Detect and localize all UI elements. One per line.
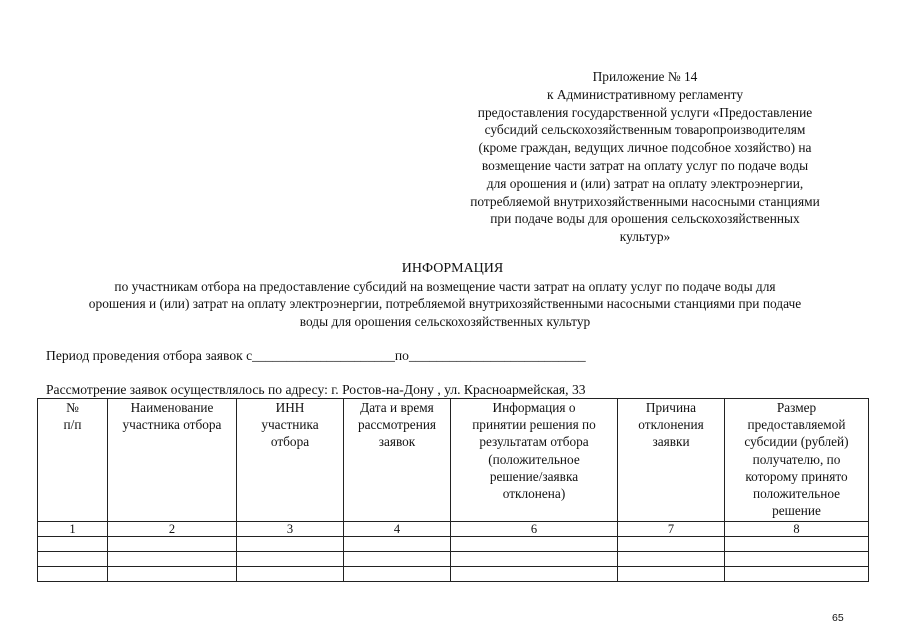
table-cell (618, 567, 725, 582)
appendix-line: (кроме граждан, ведущих личное подсобное хозяйство) на (478, 140, 812, 156)
appendix-line: Приложение № 14 (592, 69, 698, 84)
table-cell (451, 567, 618, 582)
column-number: 3 (237, 522, 344, 537)
table-cell (725, 552, 869, 567)
table-cell (38, 537, 108, 552)
appendix-line: при подаче воды для орошения сельскохозяйственных (490, 211, 800, 227)
column-number: 6 (451, 522, 618, 537)
subtitle-line: воды для орошения сельскохозяйственных культур (299, 313, 591, 329)
appendix-line: субсидий сельскохозяйственным товаропроизводителям (484, 122, 806, 138)
table-cell (451, 552, 618, 567)
table-cell (38, 552, 108, 567)
table-cell (725, 537, 869, 552)
header-review-date: Дата и время рассмотрения заявок (344, 399, 451, 522)
selection-period-line: Период проведения отбора заявок с_____________________по__________________________ (46, 348, 586, 363)
table-row (38, 567, 869, 582)
page-number: 65 (832, 612, 844, 624)
table-cell (108, 537, 237, 552)
review-address-line: Рассмотрение заявок осуществлялось по адресу: г. Ростов-на-Дону , ул. Красноармейская, 33 (46, 382, 586, 397)
appendix-line: культур» (619, 229, 671, 245)
table-cell (344, 537, 451, 552)
table-cell (725, 567, 869, 582)
appendix-line: к Административному регламенту (546, 86, 744, 102)
table-cell (451, 537, 618, 552)
column-number: 7 (618, 522, 725, 537)
header-decision-info: Информация о принятии решения по результатам отбора (положительное решение/заявка отклонена) (451, 399, 618, 522)
table-cell (237, 537, 344, 552)
document-subtitle (20, 278, 870, 330)
table-cell (108, 552, 237, 567)
column-number: 4 (344, 522, 451, 537)
document-title: ИНФОРМАЦИЯ (401, 261, 504, 276)
table-cell (237, 567, 344, 582)
table-header-row (38, 399, 869, 522)
table-cell (108, 567, 237, 582)
table-cell (618, 552, 725, 567)
header-participant-name: Наименование участника отбора (108, 399, 237, 522)
header-subsidy-amount: Размер предоставляемой субсидии (рублей) получателю, по которому принято положительное решение (725, 399, 869, 522)
header-number: № п/п (38, 399, 108, 522)
table-cell (38, 567, 108, 582)
column-number: 2 (108, 522, 237, 537)
table-cell (344, 567, 451, 582)
column-number: 1 (38, 522, 108, 537)
appendix-line: предоставления государственной услуги «Предоставление (477, 104, 813, 120)
table-row (38, 537, 869, 552)
column-number: 8 (725, 522, 869, 537)
table-row (38, 552, 869, 567)
header-rejection-reason: Причина отклонения заявки (618, 399, 725, 522)
appendix-line: для орошения и (или) затрат на оплату электроэнергии, (486, 175, 804, 191)
column-number-row (38, 522, 869, 537)
table-cell (618, 537, 725, 552)
table-cell (344, 552, 451, 567)
appendix-line: возмещение части затрат на оплату услуг по подаче воды (481, 157, 809, 173)
subtitle-line: орошения и (или) затрат на оплату электроэнергии, потребляемой внутрихозяйственными насосными станциями при подаче (88, 296, 802, 312)
participants-table (37, 398, 869, 582)
appendix-block (440, 68, 850, 246)
appendix-line: потребляемой внутрихозяйственными насосными станциями (470, 193, 820, 209)
subtitle-line: по участникам отбора на предоставление субсидий на возмещение части затрат на оплату услуг по подаче воды для (114, 279, 776, 294)
header-inn: ИНН участника отбора (237, 399, 344, 522)
table-cell (237, 552, 344, 567)
